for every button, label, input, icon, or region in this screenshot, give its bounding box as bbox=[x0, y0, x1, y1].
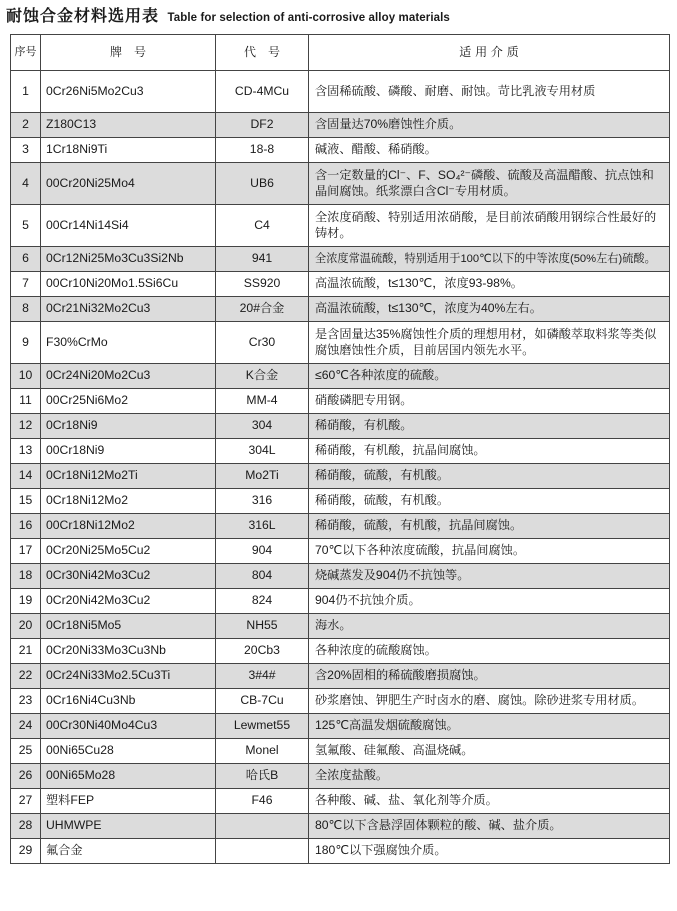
alloy-grade: 0Cr30Ni42Mo3Cu2 bbox=[41, 564, 216, 589]
alloy-grade: 0Cr18Ni9 bbox=[41, 414, 216, 439]
table-row bbox=[11, 247, 670, 272]
alloy-code: Lewmet55 bbox=[216, 714, 309, 739]
alloy-grade: 0Cr21Ni32Mo2Cu3 bbox=[41, 297, 216, 322]
alloy-grade: 0Cr20Ni33Mo3Cu3Nb bbox=[41, 639, 216, 664]
row-number: 12 bbox=[11, 414, 41, 439]
alloy-code: C4 bbox=[216, 205, 309, 247]
row-number: 22 bbox=[11, 664, 41, 689]
row-number: 14 bbox=[11, 464, 41, 489]
table-row bbox=[11, 489, 670, 514]
table-row bbox=[11, 589, 670, 614]
header-grade: 牌 号 bbox=[41, 35, 216, 71]
alloy-code: SS920 bbox=[216, 272, 309, 297]
alloy-code: DF2 bbox=[216, 113, 309, 138]
alloy-grade: 00Cr14Ni14Si4 bbox=[41, 205, 216, 247]
page-title bbox=[6, 3, 450, 27]
alloy-grade: 0Cr24Ni33Mo2.5Cu3Ti bbox=[41, 664, 216, 689]
alloy-code: Mo2Ti bbox=[216, 464, 309, 489]
applicable-media: 各种酸、碱、盐、氧化剂等介质。 bbox=[309, 789, 670, 814]
applicable-media: 稀硝酸，硫酸，有机酸，抗晶间腐蚀。 bbox=[309, 514, 670, 539]
table-row bbox=[11, 138, 670, 163]
alloy-code: 20#合金 bbox=[216, 297, 309, 322]
alloy-grade: 0Cr18Ni12Mo2Ti bbox=[41, 464, 216, 489]
applicable-media: 稀硝酸，有机酸。 bbox=[309, 414, 670, 439]
applicable-media: 烧碱蒸发及904仍不抗蚀等。 bbox=[309, 564, 670, 589]
row-number: 1 bbox=[11, 71, 41, 113]
row-number: 2 bbox=[11, 113, 41, 138]
header-code: 代 号 bbox=[216, 35, 309, 71]
row-number: 4 bbox=[11, 163, 41, 205]
row-number: 5 bbox=[11, 205, 41, 247]
table-row bbox=[11, 514, 670, 539]
alloy-selection-table bbox=[10, 34, 670, 864]
table-row bbox=[11, 789, 670, 814]
alloy-code: 18-8 bbox=[216, 138, 309, 163]
applicable-media: 全浓度硝酸、特别适用浓硝酸，是目前浓硝酸用钢综合性最好的铸材。 bbox=[309, 205, 670, 247]
alloy-code: 3#4# bbox=[216, 664, 309, 689]
table-row bbox=[11, 564, 670, 589]
alloy-grade: 00Ni65Mo28 bbox=[41, 764, 216, 789]
row-number: 6 bbox=[11, 247, 41, 272]
applicable-media: 全浓度常温硫酸，特别适用于100℃以下的中等浓度(50%左右)硫酸。 bbox=[309, 247, 670, 272]
applicable-media: 稀硝酸，硫酸，有机酸。 bbox=[309, 464, 670, 489]
alloy-code: UB6 bbox=[216, 163, 309, 205]
table-row bbox=[11, 614, 670, 639]
table-row bbox=[11, 639, 670, 664]
table-row bbox=[11, 539, 670, 564]
alloy-code: 哈氏B bbox=[216, 764, 309, 789]
table-row bbox=[11, 764, 670, 789]
table-row bbox=[11, 297, 670, 322]
table-row bbox=[11, 272, 670, 297]
alloy-code: F46 bbox=[216, 789, 309, 814]
applicable-media: 硝酸磷肥专用钢。 bbox=[309, 389, 670, 414]
alloy-grade: 00Cr18Ni9 bbox=[41, 439, 216, 464]
alloy-code: NH55 bbox=[216, 614, 309, 639]
applicable-media: 全浓度盐酸。 bbox=[309, 764, 670, 789]
alloy-code bbox=[216, 839, 309, 864]
table-row bbox=[11, 739, 670, 764]
table-row bbox=[11, 163, 670, 205]
row-number: 21 bbox=[11, 639, 41, 664]
applicable-media: 含一定数量的Cl⁻、F、SO₄²⁻磷酸、硫酸及高温醋酸、抗点蚀和晶间腐蚀。纸浆漂白含Cl⁻专用材质。 bbox=[309, 163, 670, 205]
table-row bbox=[11, 664, 670, 689]
alloy-code: 304 bbox=[216, 414, 309, 439]
alloy-code: 316 bbox=[216, 489, 309, 514]
alloy-code: 824 bbox=[216, 589, 309, 614]
applicable-media: 是含固量达35%腐蚀性介质的理想用材，如磷酸萃取料浆等类似腐蚀磨蚀性介质，目前居国内领先水平。 bbox=[309, 322, 670, 364]
row-number: 25 bbox=[11, 739, 41, 764]
alloy-grade: 00Cr10Ni20Mo1.5Si6Cu bbox=[41, 272, 216, 297]
applicable-media: 高温浓硫酸，t≤130℃，浓度为40%左右。 bbox=[309, 297, 670, 322]
alloy-grade: 00Cr18Ni12Mo2 bbox=[41, 514, 216, 539]
alloy-grade: 00Cr30Ni40Mo4Cu3 bbox=[41, 714, 216, 739]
alloy-grade: 00Cr25Ni6Mo2 bbox=[41, 389, 216, 414]
applicable-media: 904仍不抗蚀介质。 bbox=[309, 589, 670, 614]
row-number: 24 bbox=[11, 714, 41, 739]
row-number: 15 bbox=[11, 489, 41, 514]
row-number: 19 bbox=[11, 589, 41, 614]
alloy-code: 904 bbox=[216, 539, 309, 564]
row-number: 28 bbox=[11, 814, 41, 839]
alloy-grade: 1Cr18Ni9Ti bbox=[41, 138, 216, 163]
table-row bbox=[11, 839, 670, 864]
alloy-code: Cr30 bbox=[216, 322, 309, 364]
table-row bbox=[11, 714, 670, 739]
title-chinese: 耐蚀合金材料选用表 bbox=[6, 6, 160, 25]
row-number: 8 bbox=[11, 297, 41, 322]
table-row bbox=[11, 389, 670, 414]
row-number: 16 bbox=[11, 514, 41, 539]
row-number: 29 bbox=[11, 839, 41, 864]
row-number: 27 bbox=[11, 789, 41, 814]
row-number: 26 bbox=[11, 764, 41, 789]
applicable-media: 80℃以下含悬浮固体颗粒的酸、碱、盐介质。 bbox=[309, 814, 670, 839]
row-number: 11 bbox=[11, 389, 41, 414]
header-no: 序号 bbox=[11, 35, 41, 71]
table-row bbox=[11, 439, 670, 464]
table-row bbox=[11, 113, 670, 138]
table-row bbox=[11, 71, 670, 113]
applicable-media: 125℃高温发烟硫酸腐蚀。 bbox=[309, 714, 670, 739]
applicable-media: 含固量达70%磨蚀性介质。 bbox=[309, 113, 670, 138]
applicable-media: 碱液、醋酸、稀硝酸。 bbox=[309, 138, 670, 163]
alloy-code: 20Cb3 bbox=[216, 639, 309, 664]
alloy-grade: 0Cr20Ni25Mo5Cu2 bbox=[41, 539, 216, 564]
alloy-grade: 0Cr18Ni12Mo2 bbox=[41, 489, 216, 514]
alloy-code bbox=[216, 814, 309, 839]
row-number: 9 bbox=[11, 322, 41, 364]
alloy-code: 941 bbox=[216, 247, 309, 272]
alloy-grade: 0Cr20Ni42Mo3Cu2 bbox=[41, 589, 216, 614]
applicable-media: 氢氟酸、硅氟酸、高温烧碱。 bbox=[309, 739, 670, 764]
row-number: 18 bbox=[11, 564, 41, 589]
alloy-grade: 塑料FEP bbox=[41, 789, 216, 814]
applicable-media: 稀硝酸，硫酸，有机酸。 bbox=[309, 489, 670, 514]
alloy-grade: 00Cr20Ni25Mo4 bbox=[41, 163, 216, 205]
row-number: 10 bbox=[11, 364, 41, 389]
alloy-code: Monel bbox=[216, 739, 309, 764]
alloy-code: 304L bbox=[216, 439, 309, 464]
alloy-code: CB-7Cu bbox=[216, 689, 309, 714]
alloy-grade: F30%CrMo bbox=[41, 322, 216, 364]
row-number: 17 bbox=[11, 539, 41, 564]
table-body bbox=[11, 71, 670, 864]
header-use: 适 用 介 质 bbox=[309, 35, 670, 71]
alloy-grade: 0Cr18Ni5Mo5 bbox=[41, 614, 216, 639]
row-number: 13 bbox=[11, 439, 41, 464]
table-row bbox=[11, 364, 670, 389]
alloy-code: 804 bbox=[216, 564, 309, 589]
alloy-grade: 0Cr26Ni5Mo2Cu3 bbox=[41, 71, 216, 113]
alloy-grade: 氟合金 bbox=[41, 839, 216, 864]
alloy-grade: Z180C13 bbox=[41, 113, 216, 138]
applicable-media: ≤60℃各种浓度的硫酸。 bbox=[309, 364, 670, 389]
alloy-grade: 00Ni65Cu28 bbox=[41, 739, 216, 764]
table-row bbox=[11, 322, 670, 364]
alloy-code: K合金 bbox=[216, 364, 309, 389]
alloy-grade: 0Cr16Ni4Cu3Nb bbox=[41, 689, 216, 714]
row-number: 7 bbox=[11, 272, 41, 297]
alloy-grade: 0Cr12Ni25Mo3Cu3Si2Nb bbox=[41, 247, 216, 272]
applicable-media: 砂浆磨蚀、钾肥生产时卤水的磨、腐蚀。除砂进浆专用材质。 bbox=[309, 689, 670, 714]
table-row bbox=[11, 464, 670, 489]
applicable-media: 稀硝酸，有机酸，抗晶间腐蚀。 bbox=[309, 439, 670, 464]
applicable-media: 高温浓硫酸，t≤130℃，浓度93-98%。 bbox=[309, 272, 670, 297]
alloy-grade: 0Cr24Ni20Mo2Cu3 bbox=[41, 364, 216, 389]
applicable-media: 各种浓度的硫酸腐蚀。 bbox=[309, 639, 670, 664]
table-row bbox=[11, 414, 670, 439]
applicable-media: 含固稀硫酸、磷酸、耐磨、耐蚀。苛比乳液专用材质 bbox=[309, 71, 670, 113]
alloy-code: CD-4MCu bbox=[216, 71, 309, 113]
table-row bbox=[11, 205, 670, 247]
row-number: 3 bbox=[11, 138, 41, 163]
table-header-row bbox=[11, 35, 670, 71]
table-row bbox=[11, 814, 670, 839]
applicable-media: 180℃以下强腐蚀介质。 bbox=[309, 839, 670, 864]
alloy-code: 316L bbox=[216, 514, 309, 539]
applicable-media: 70℃以下各种浓度硫酸，抗晶间腐蚀。 bbox=[309, 539, 670, 564]
alloy-grade: UHMWPE bbox=[41, 814, 216, 839]
applicable-media: 含20%固相的稀硫酸磨损腐蚀。 bbox=[309, 664, 670, 689]
table-row bbox=[11, 689, 670, 714]
alloy-code: MM-4 bbox=[216, 389, 309, 414]
title-english: Table for selection of anti-corrosive alloy materials bbox=[167, 12, 450, 24]
applicable-media: 海水。 bbox=[309, 614, 670, 639]
row-number: 23 bbox=[11, 689, 41, 714]
row-number: 20 bbox=[11, 614, 41, 639]
